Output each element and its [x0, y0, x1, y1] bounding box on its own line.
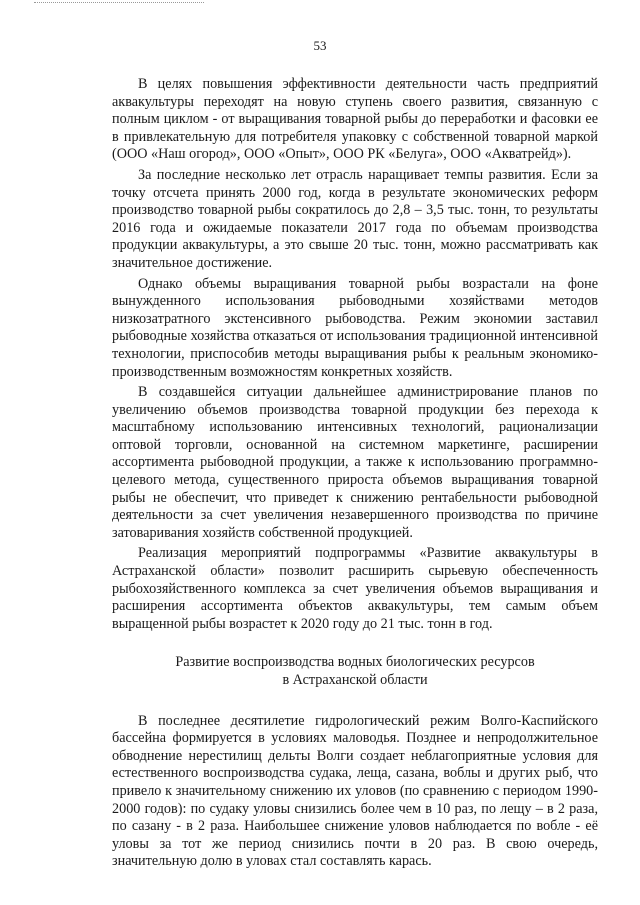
- document-body: [112, 76, 598, 874]
- scan-header-mark: [34, 2, 204, 6]
- paragraph-extensive-methods: Однако объемы выращивания товарной рыбы возрастали на фоне вынужденного использования рыбоводными хозяйствами методов низкозатратного экстенсивного рыбоводства. Режим экономии заставил рыбоводные хозяйства отказаться от использования традиционной интенсивной технологии, приспособив методы выращивания рыбы к реальным экономико-производственным возможностям конкретных хозяйств.: [112, 275, 598, 380]
- page-number: 53: [313, 38, 327, 53]
- paragraph-subprogram: Реализация мероприятий подпрограммы «Развитие аквакультуры в Астраханской области» позволит расширить сырьевую обеспеченность рыбохозяйственного комплекса за счет увеличения объемов выращивания и расширения ассортимента объектов аквакультуры, тем самым объем выращенной рыбы возрастет к 2020 году до 21 тыс. тонн в год.: [112, 545, 598, 632]
- paragraph-hydrology: В последнее десятилетие гидрологический режим Волго-Каспийского бассейна формируется в условиях маловодья. Позднее и непродолжительное обводнение нерестилищ дельты Волги создает неблагоприятные условия для естественного воспроизводства судака, леща, сазана, воблы и других рыб, что привело к значительному снижению их уловов (по сравнению с периодом 1990-2000 годов): по судаку уловы снизились более чем в 10 раз, по лещу – в 2 раза, по сазану - в 2 раза. Наибольшее снижение уловов наблюдается по вобле - её уловы за тот же период снизились почти в 20 раз. В свою очередь, значительную долю в уловах стал составлять карась.: [112, 712, 598, 870]
- paragraph-full-cycle: В целях повышения эффективности деятельности часть предприятий аквакультуры переходят на новую ступень своего развития, связанную с полным циклом - от выращивания товарной рыбы до переработки и фасовки ее в привлекательную для потребителя упаковку с собственной товарной маркой (ООО «Наш огород», ООО «Опыт», ООО РК «Белуга», ООО «Акватрейд»).: [112, 76, 598, 163]
- section-heading-line-2: в Астраханской области: [282, 672, 428, 688]
- paragraph-administration: В создавшейся ситуации дальнейшее администрирование планов по увеличению объемов производства товарной продукции без перехода к масштабному использованию интенсивных технологий, рационализации оптовой торговли, основанной на системном маркетинге, расширении ассортимента рыбоводной продукции, а также к использованию программно-целевого метода, существенного прироста объемов выращивания товарной рыбы не обеспечит, что приведет к снижению рентабельности рыбоводной деятельности за счет увеличения незавершенного производства по причине затоваривания хозяйств собственной продукцией.: [112, 384, 598, 541]
- section-heading-line-1: Развитие воспроизводства водных биологических ресурсов: [175, 654, 535, 671]
- paragraph-growth-rates: За последние несколько лет отрасль наращивает темпы развития. Если за точку отсчета принять 2000 год, когда в результате экономических реформ производство товарной рыбы сократилось до 2,8 – 3,5 тыс. тонн, то результаты 2016 года и ожидаемые показатели 2017 года по объемам производства продукции аквакультуры, а это свыше 20 тыс. тонн, можно рассматривать как значительное достижение.: [112, 166, 598, 271]
- section-heading: [112, 654, 598, 689]
